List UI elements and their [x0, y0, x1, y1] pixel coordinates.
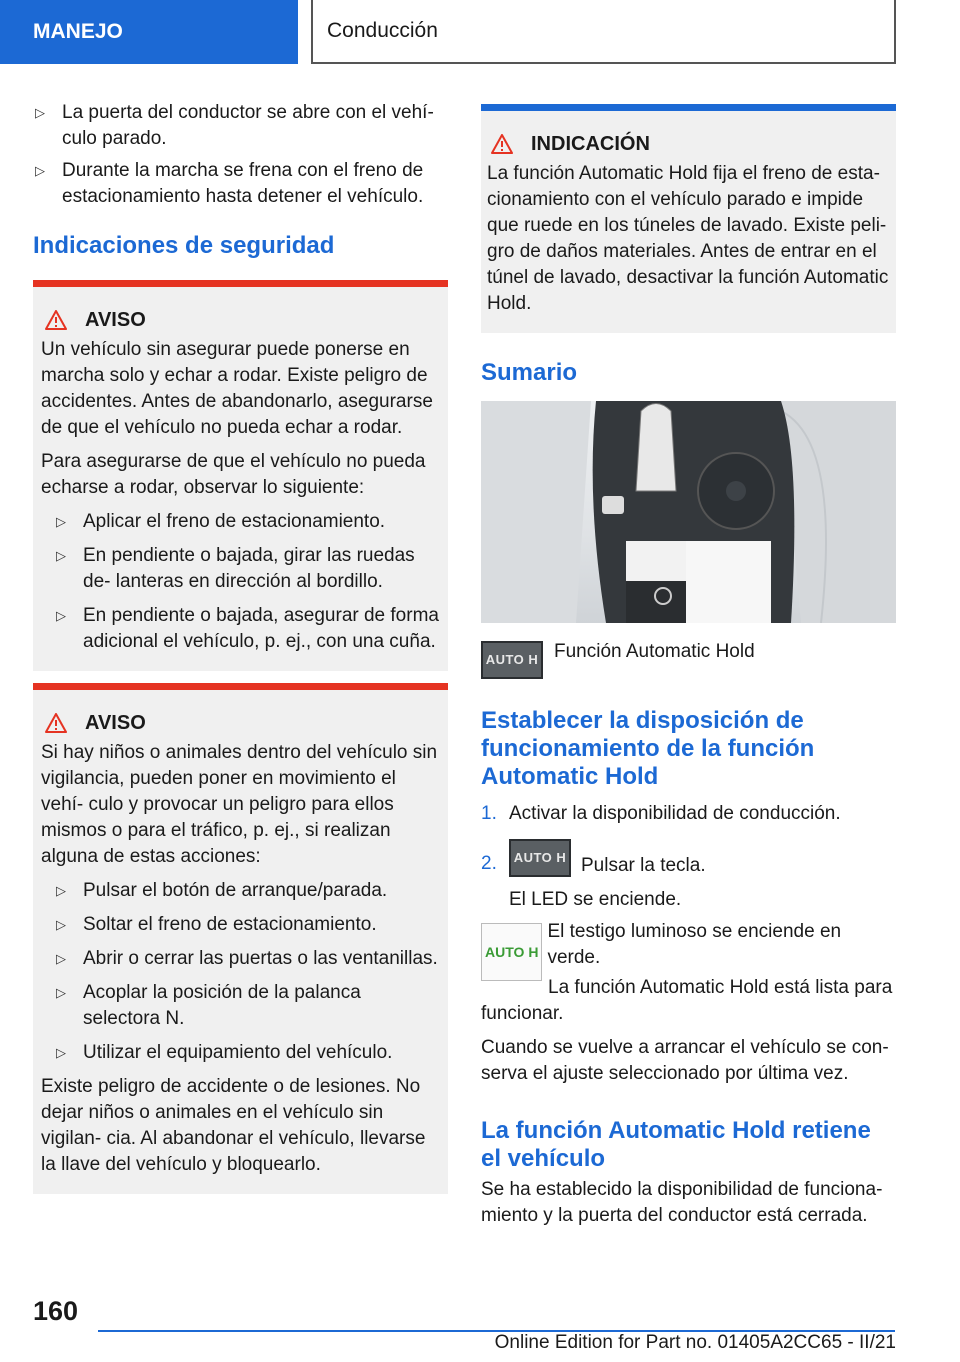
step-item: [481, 801, 896, 827]
warning-title-text: AVISO: [85, 309, 146, 331]
warning-box: [33, 280, 448, 671]
button-caption-row: [481, 641, 896, 679]
warning-text: Para asegurarse de que el vehículo no pueda echarse a rodar, observar lo siguiente:: [41, 451, 426, 498]
indicator-text-block: [547, 919, 896, 977]
list-item: ▷ Pulsar el botón de arranque/parada.: [41, 878, 440, 904]
list-item: ▷ Utilizar el equipamiento del vehículo.: [41, 1040, 440, 1066]
edition-text: Online Edition for Part no. 01405A2CC65 - II/21: [494, 1332, 896, 1353]
warning-triangle-icon: [45, 310, 67, 330]
retain-text: Se ha establecido la disponibilidad de funciona- miento y la puerta del conductor está cerrada.: [481, 1179, 883, 1226]
warning-triangle-icon: [491, 134, 513, 154]
indicator-row: [481, 923, 896, 981]
step-number: 1.: [481, 803, 497, 824]
warning-triangle-icon: [45, 713, 67, 733]
restart-text: Cuando se vuelve a arrancar el vehículo se con- serva el ajuste seleccionado por última vez.: [481, 1037, 889, 1084]
section-tab: [0, 0, 298, 64]
center-console-illustration: [481, 401, 896, 623]
auto-h-indicator-icon: AUTO H: [481, 923, 542, 981]
retain-heading: La función Automatic Hold retiene el vehículo: [481, 1117, 871, 1172]
warning-text: Si hay niños o animales dentro del vehículo sin vigilancia, pueden poner en movimiento el vehí- culo y provocar un peligro para ellos mismos o para el tráfico, p. ej., si realizan alguna de estas acciones:: [41, 742, 438, 867]
right-column: [481, 104, 896, 1229]
console-photo: [481, 401, 896, 623]
left-column: [33, 100, 448, 1194]
warning-title: [41, 307, 440, 333]
auto-h-button-icon: AUTO H: [509, 839, 571, 877]
button-caption: Función Automatic Hold: [554, 641, 755, 662]
warning-box: [33, 683, 448, 1194]
list-item: ▷ Acoplar la posición de la palanca selectora N.: [41, 980, 440, 1032]
warning-title: [41, 710, 440, 736]
step-text: Activar la disponibilidad de conducción.: [509, 803, 841, 824]
list-item: ▷ En pendiente o bajada, asegurar de forma adicional el vehículo, p. ej., con una cuña.: [41, 603, 440, 655]
auto-h-button-icon: AUTO H: [481, 641, 543, 679]
section-label: MANEJO: [33, 20, 123, 43]
warning-title-text: AVISO: [85, 712, 146, 734]
step-text: Pulsar la tecla.: [581, 855, 706, 876]
list-item: ▷ Aplicar el freno de estacionamiento.: [41, 509, 440, 535]
list-item: ▷ Abrir o cerrar las puertas o las ventanillas.: [41, 946, 440, 972]
step-number: 2.: [481, 853, 497, 874]
sumario-heading: Sumario: [481, 359, 578, 386]
info-title: [487, 131, 890, 157]
list-item: ▷ En pendiente o bajada, girar las ruedas de- lanteras en dirección al bordillo.: [41, 543, 440, 595]
list-item: ▷ Soltar el freno de estacionamiento.: [41, 912, 440, 938]
step-item: [481, 837, 896, 879]
led-text: El LED se enciende.: [509, 889, 682, 910]
establish-heading: Establecer la disposición de funcionamiento de la función Automatic Hold: [481, 707, 815, 790]
page-number: 160: [33, 1296, 79, 1326]
info-box: [481, 104, 896, 333]
page-title: Conducción: [327, 19, 438, 42]
info-title-text: INDICACIÓN: [531, 133, 650, 155]
info-text: La función Automatic Hold fija el freno de esta- cionamiento con el vehículo parado e impide que ruede en los túneles de lavado. Existe peli- gro de daños materiales. Antes de entrar en el túnel de lavado, desactivar la función Automatic Hold.: [487, 163, 889, 314]
safety-heading: Indicaciones de seguridad: [33, 232, 335, 259]
indicator-text: La función Automatic Hold está lista para funcionar.: [481, 977, 893, 1024]
list-item: ▷ La puerta del conductor se abre con el vehí- culo parado.: [33, 100, 448, 152]
warning-text: Existe peligro de accidente o de lesiones. No dejar niños o animales en el vehículo sin vigilan- cia. Al abandonar el vehículo, llevarse la llave del vehículo y bloquearlo.: [41, 1076, 426, 1175]
list-item: ▷ Durante la marcha se frena con el freno de estacionamiento hasta detener el vehículo.: [33, 158, 448, 210]
page-header: [311, 0, 896, 64]
indicator-text: El testigo luminoso se enciende en verde.: [547, 921, 842, 968]
warning-text: Un vehículo sin asegurar puede ponerse en marcha solo y echar a rodar. Existe peligro de accidentes. Antes de abandonarlo, asegurarse de que el vehículo no pueda echar a rodar.: [41, 339, 433, 438]
